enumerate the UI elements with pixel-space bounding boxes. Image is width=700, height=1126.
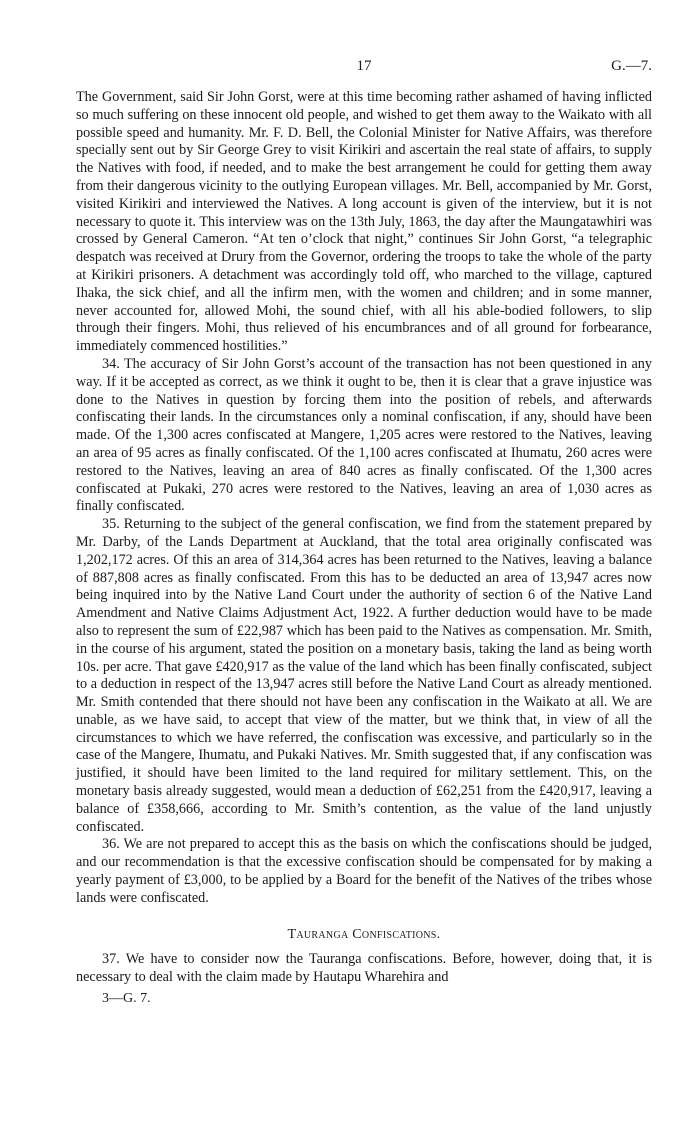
section-heading-tauranga: Tauranga Confiscations. (287, 926, 441, 942)
paragraph-35: 35. Returning to the subject of the general confiscation, we find from the statement prepared by Mr. Darby, of the Lands Department at Auckland, that the total area originally confiscated was 1,202,172 acres. Of this an area of 314,364 acres has been returned to the Natives, leaving a balance of 887,808 acres as finally confiscated. From this has to be deducted an area of 13,947 acres now being inquired into by the Native Land Court under the authority of section 6 of the Native Land Amendment and Native Claims Adjustment Act, 1922. A further deduction would have to be made also to represent the sum of £22,987 which has been paid to the Natives as compensation. Mr. Smith, in the course of his argument, stated the position on a monetary basis, taking the land as being worth 10s. per acre. That gave £420,917 as the value of the land which has been finally confiscated, subject to a deduction in respect of the 13,947 acres still before the Native Land Court as already mentioned. Mr. Smith contended that there should not have been any confiscation in the Waikato at all. We are unable, as we have said, to accept that view of the matter, but we think that, in view of all the circumstances to which we have referred, the confiscation was excessive, and particularly so in the case of the Mangere, Ihumatu, and Pukaki Natives. Mr. Smith suggested that, if any confiscation was justified, it should have been limited to the land required for military settlement. This, on the monetary basis already suggested, would mean a deduction of £62,251 from the £420,917, leaving a balance of £358,666, according to Mr. Smith’s contention, as the value of the land unjustly confiscated. (76, 516, 652, 835)
paragraph-34: 34. The accuracy of Sir John Gorst’s account of the transaction has not been questioned in any way. If it be accepted as correct, as we think it ought to be, then it is clear that a grave injustice was done to the Natives in question by forcing them into the position of rebels, and afterwards confiscating their lands. In the circumstances only a nominal confiscation, if any, should have been made. Of the 1,300 acres confiscated at Mangere, 1,205 acres were restored to the Natives, leaving an area of 95 acres as finally confiscated. Of the 1,100 acres confiscated at Ihumatu, 260 acres were restored to the Natives, leaving an area of 840 acres as finally confiscated. Of the 1,300 acres confiscated at Pukaki, 270 acres were restored to the Natives, leaving an area of 1,030 acres as finally confiscated. (76, 355, 652, 515)
paragraph-intro: The Government, said Sir John Gorst, were at this time becoming rather ashamed of having inflicted so much suffering on these innocent old people, and wished to get them away to the Waikato with all possible speed and humanity. Mr. F. D. Bell, the Colonial Minister for Native Affairs, was therefore specially sent out by Sir George Grey to visit Kirikiri and ascertain the real state of affairs, to supply the Natives with food, if needed, and to make the best arrangement he could for getting them away from their dangerous vicinity to the outlying European villages. Mr. Bell, accompanied by Mr. Gorst, visited Kirikiri and interviewed the Natives. A long account is given of the interview, but it is not necessary to quote it. This interview was on the 13th July, 1863, the day after the Maungatawhiri was crossed by General Cameron. “At ten o’clock that night,” continues Sir John Gorst, “a telegraphic despatch was received at Drury from the Governor, ordering the troops to take the whole of the party at Kirikiri prisoners. A detachment was accordingly told off, who marched to the village, captured Ihaka, the sick chief, and all the infirm men, with the women and children; and in some manner, never accounted for, allowed Mohi, the sound chief, with all his able-bodied followers, to slip through their fingers. Mohi, thus relieved of his encumbrances and of all ground for forbearance, immediately commenced hostilities.” (76, 89, 652, 355)
page-header (76, 58, 652, 78)
paragraph-37: 37. We have to consider now the Tauranga confiscations. Before, however, doing that, it is necessary to deal with the claim made by Hautapu Wharehira and (76, 951, 652, 986)
body-text (76, 89, 652, 1008)
paragraph-36: 36. We are not prepared to accept this as the basis on which the confiscations should be judged, and our recommendation is that the excessive confiscation should be compensated for by making a yearly payment of £3,000, to be applied by a Board for the benefit of the Natives of the tribes whose lands were confiscated. (76, 836, 652, 906)
page-number: 17 (356, 58, 372, 74)
document-reference: G.—7. (611, 58, 652, 74)
signature-reference: 3—G. 7. (102, 991, 151, 1007)
